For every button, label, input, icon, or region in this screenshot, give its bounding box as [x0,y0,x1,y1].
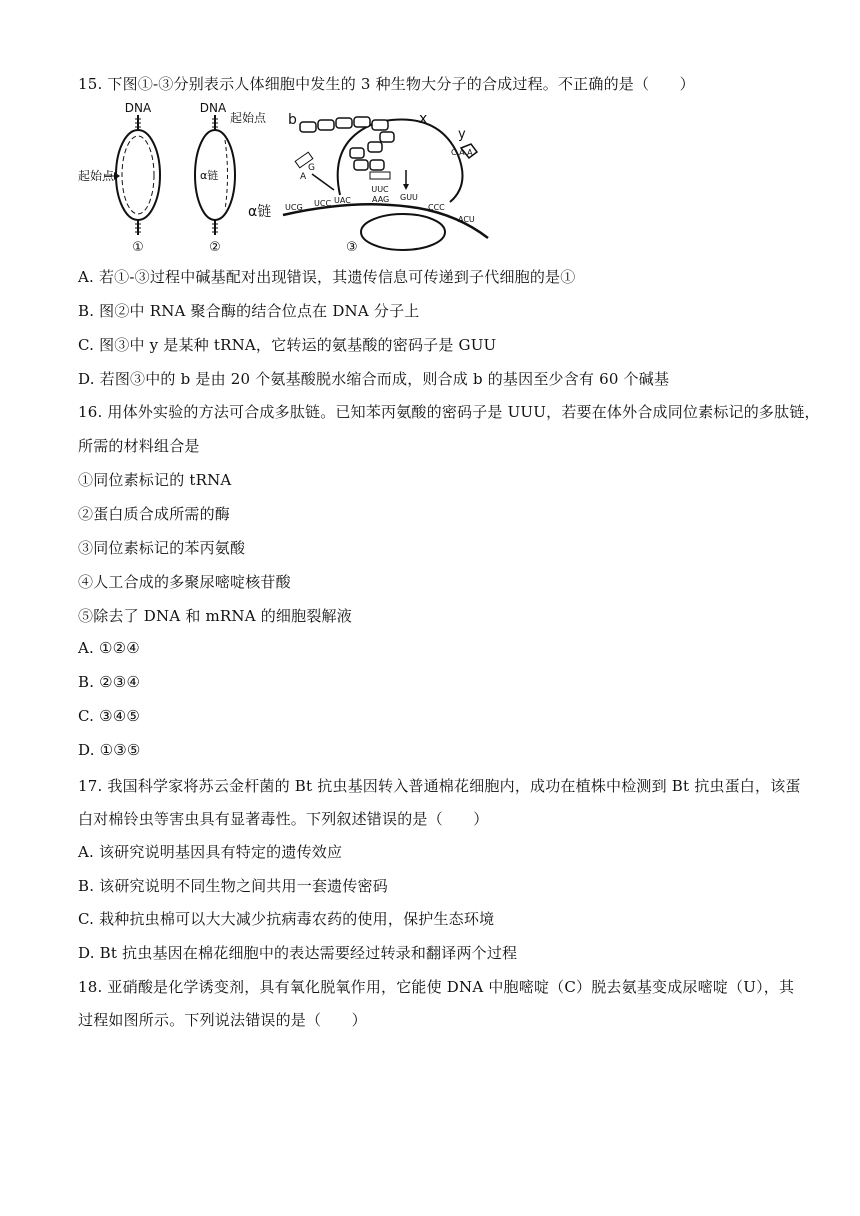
diagram-number-1: ① [132,240,144,255]
codon-2: UCC [314,199,332,208]
q16-stem-line-1: 16. 用体外实验的方法可合成多肽链。已知苯丙氨酸的密码子是 UUU，若要在体外合成同位素标记的多肽链， [78,403,820,421]
q17-stem-line-1: 17. 我国科学家将苏云金杆菌的 Bt 抗虫基因转入普通棉花细胞内，成功在植株中检测到 Bt 抗虫蛋白，该蛋 [78,777,801,795]
dna-label-2: DNA [199,101,227,115]
start-point-label-2: 起始点 [230,111,267,125]
q18-stem-line-1: 18. 亚硝酸是化学诱变剂，具有氧化脱氧作用，它能使 DNA 中胞嘧啶（C）脱去氨基变成尿嘧啶（U），其 [78,978,795,996]
q16-item-2: ②蛋白质合成所需的酶 [78,505,231,523]
q15-option-c: C. 图③中 y 是某种 tRNA，它转运的氨基酸的密码子是 GUU [78,336,497,354]
diagram-1-dna-replication [78,101,160,255]
q18-stem-line-2: 过程如图所示。下列说法错误的是（ ） [78,1011,367,1029]
q15-option-d: D. 若图③中的 b 是由 20 个氨基酸脱水缩合而成，则合成 b 的基因至少含有 60 个碱基 [78,370,670,388]
q17-option-b: B. 该研究说明不同生物之间共用一套遗传密码 [78,877,388,895]
anticodon-uuc: UUC [371,185,389,194]
q16-option-b: B. ②③④ [78,673,141,691]
start-point-label-1: 起始点 [78,169,115,183]
q16-stem-line-2: 所需的材料组合是 [78,437,200,455]
q16-option-a: A. ①②④ [78,639,140,657]
diagram-3-translation [248,111,488,255]
q16-item-1: ①同位素标记的 tRNA [78,471,232,489]
codon-4: AAG [372,195,390,204]
q15-stem: 15. 下图①-③分别表示人体细胞中发生的 3 种生物大分子的合成过程。不正确的是（ ） [78,75,695,93]
diagram-number-3: ③ [346,240,358,255]
label-b: b [288,112,297,128]
q16-option-c: C. ③④⑤ [78,707,141,725]
codon-6: CCC [428,203,445,212]
q15-option-b: B. 图②中 RNA 聚合酶的结合位点在 DNA 分子上 [78,302,420,320]
q17-option-a: A. 该研究说明基因具有特定的遗传效应 [78,843,343,861]
base-g: G [308,163,315,173]
alpha-chain-label: α链 [248,204,272,220]
diagram-number-2: ② [209,240,221,255]
q17-stem-line-2: 白对棉铃虫等害虫具有显著毒性。下列叙述错误的是（ ） [78,810,489,828]
codon-3: UAC [334,196,351,205]
codon-7: ACU [458,215,475,224]
q15-option-a: A. 若①-③过程中碱基配对出现错误，其遗传信息可传递到子代细胞的是① [78,268,576,286]
q17-option-c: C. 栽种抗虫棉可以大大减少抗病毒农药的使用，保护生态环境 [78,910,495,928]
q16-item-4: ④人工合成的多聚尿嘧啶核苷酸 [78,573,291,591]
label-y: y [458,127,466,142]
alpha-chain-label-short: α链 [200,169,219,182]
dna-label-1: DNA [124,101,152,115]
label-x: x [419,111,428,127]
diagram-2-transcription [195,101,267,255]
codon-1: UCG [285,203,303,212]
q16-item-3: ③同位素标记的苯丙氨酸 [78,539,246,557]
bases-caa: C A A [451,148,473,157]
q15-figure [78,100,498,258]
codon-5: GUU [400,193,418,202]
base-a: A [300,172,307,182]
q16-option-d: D. ①③⑤ [78,741,141,759]
q17-option-d: D. Bt 抗虫基因在棉花细胞中的表达需要经过转录和翻译两个过程 [78,944,518,962]
q16-item-5: ⑤除去了 DNA 和 mRNA 的细胞裂解液 [78,607,352,625]
